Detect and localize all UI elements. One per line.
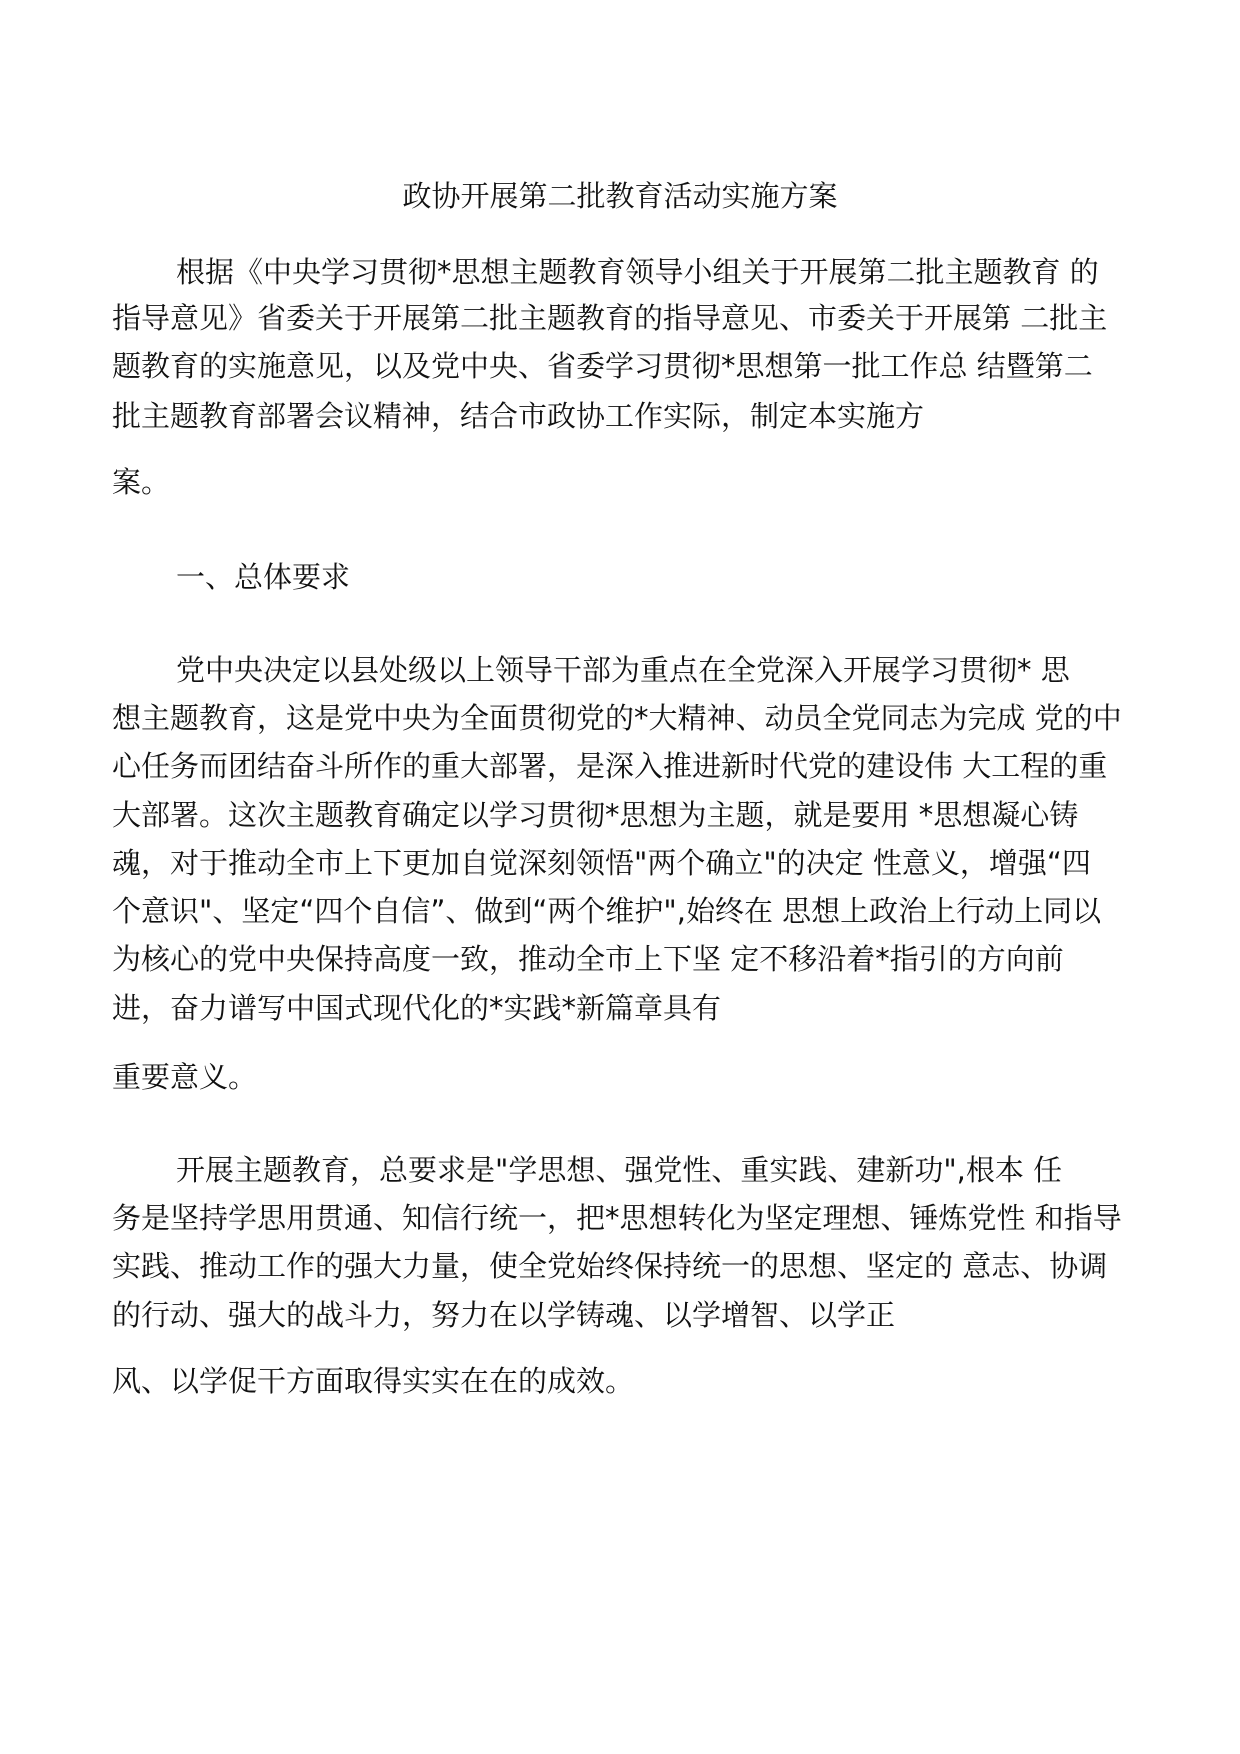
- text-line: 指导意见》省委关于开展第二批主题教育的指导意见、市委关于开展第 二批主: [112, 301, 1108, 335]
- text-line: 魂，对于推动全市上下更加自觉深刻领悟"两个确立"的决定 性意义，增强“四: [112, 846, 1091, 880]
- text-line: 大部署。这次主题教育确定以学习贯彻*思想为主题，就是要用 *思想凝心铸: [112, 798, 1079, 832]
- text-line: 党中央决定以县处级以上领导干部为重点在全党深入开展学习贯彻* 思: [176, 653, 1070, 687]
- text-line: 批主题教育部署会议精神，结合市政协工作实际，制定本实施方: [112, 399, 925, 433]
- text-line: 开展主题教育，总要求是"学思想、强党性、重实践、建新功",根本 任: [176, 1153, 1063, 1187]
- text-line: 实践、推动工作的强大力量，使全党始终保持统一的思想、坚定的 意志、协调: [112, 1249, 1108, 1283]
- text-line: 的行动、强大的战斗力，努力在以学铸魂、以学增智、以学正: [112, 1298, 896, 1332]
- text-line: 务是坚持学思用贯通、知信行统一，把*思想转化为坚定理想、锤炼党性 和指导: [112, 1201, 1122, 1235]
- text-line: 为核心的党中央保持高度一致，推动全市上下坚 定不移沿着*指引的方向前: [112, 942, 1064, 976]
- text-line: 心任务而团结奋斗所作的重大部署，是深入推进新时代党的建设伟 大工程的重: [112, 749, 1108, 783]
- text-line: 重要意义。: [112, 1060, 258, 1094]
- text-line: 题教育的实施意见，以及党中央、省委学习贯彻*思想第一批工作总 结暨第二: [112, 349, 1093, 383]
- text-line: 想主题教育，这是党中央为全面贯彻党的*大精神、动员全党同志为完成 党的中: [112, 701, 1122, 735]
- text-line: 根据《中央学习贯彻*思想主题教育领导小组关于开展第二批主题教育 的: [176, 255, 1099, 289]
- text-line: 一、总体要求: [176, 560, 351, 594]
- text-line: 个意识"、坚定“四个自信”、做到“两个维护",始终在 思想上政治上行动上同以: [112, 894, 1102, 928]
- document-title: 政协开展第二批教育活动实施方案: [402, 179, 838, 213]
- text-line: 案。: [112, 465, 171, 499]
- text-line: 进，奋力谱写中国式现代化的*实践*新篇章具有: [112, 991, 722, 1025]
- text-line: 风、以学促干方面取得实实在在的成效。: [112, 1364, 635, 1398]
